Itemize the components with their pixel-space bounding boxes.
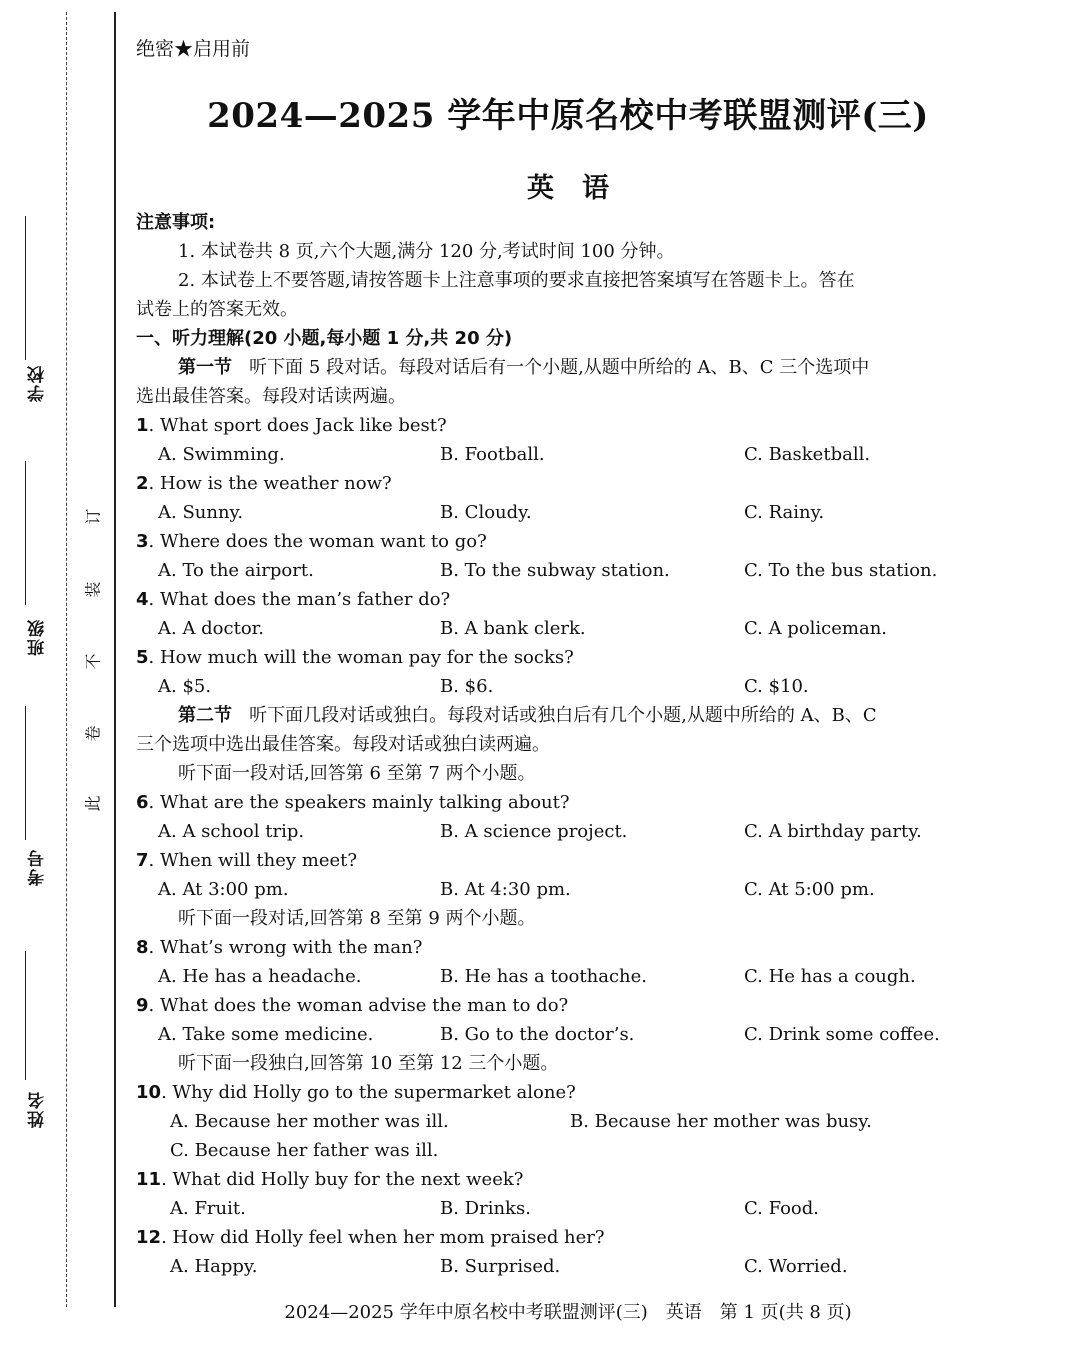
question-number: 12 — [136, 1227, 162, 1248]
option-b[interactable]: B. A science project. — [440, 821, 628, 842]
question-text: . Why did Holly go to the supermarket alone? — [161, 1082, 576, 1103]
question-text: . How is the weather now? — [148, 473, 392, 494]
question — [136, 1165, 1002, 1194]
listening-instruction: 听下面一段对话,回答第 8 至第 9 两个小题。 — [178, 908, 536, 929]
option-a[interactable]: A. Take some medicine. — [158, 1024, 374, 1045]
question-number: 7 — [136, 850, 149, 871]
class-field — [25, 618, 50, 656]
options-row — [136, 1252, 1002, 1281]
option-a[interactable]: A. To the airport. — [158, 560, 314, 581]
confidential-mark: 绝密★启用前 — [136, 38, 251, 60]
school-blank[interactable] — [25, 210, 26, 360]
option-b[interactable]: B. At 4:30 pm. — [440, 879, 571, 900]
options-row — [136, 1020, 1002, 1049]
option-c[interactable]: C. Worried. — [744, 1256, 848, 1277]
options-row — [136, 556, 1002, 585]
question-text: . What does the man’s father do? — [148, 589, 451, 610]
notice-heading: 注意事项: — [136, 212, 216, 233]
options-row — [136, 498, 1002, 527]
question-number: 8 — [136, 937, 149, 958]
question — [136, 585, 1002, 614]
exam-title: 2024—2025 学年中原名校中考联盟测评(三) — [207, 96, 929, 136]
name-field — [25, 1090, 50, 1128]
question-number: 1 — [136, 415, 149, 436]
binding-warning-char: 卷 — [83, 725, 103, 742]
option-c[interactable]: C. $10. — [744, 676, 809, 697]
question — [136, 788, 1002, 817]
notice-item-cont: 试卷上的答案无效。 — [136, 299, 298, 320]
question-text: . What does the woman advise the man to do? — [148, 995, 569, 1016]
option-b[interactable]: B. To the subway station. — [440, 560, 670, 581]
option-a[interactable]: A. Happy. — [170, 1256, 258, 1277]
section-instruction — [136, 701, 1002, 730]
class-label: 班级 — [28, 618, 48, 656]
question-text: . What did Holly buy for the next week? — [161, 1169, 524, 1190]
option-c[interactable]: C. Rainy. — [744, 502, 825, 523]
exam-number-blank[interactable] — [25, 700, 26, 840]
question-number: 9 — [136, 995, 149, 1016]
question — [136, 1223, 1002, 1252]
option-a[interactable]: A. Because her mother was ill. — [170, 1111, 449, 1132]
question-number: 4 — [136, 589, 149, 610]
option-c[interactable]: C. A policeman. — [744, 618, 888, 639]
options-row — [136, 817, 1002, 846]
options-row — [136, 1107, 1002, 1136]
binding-warning-char: 不 — [83, 653, 103, 670]
option-c[interactable]: C. To the bus station. — [744, 560, 938, 581]
question-number: 2 — [136, 473, 149, 494]
question-number: 10 — [136, 1082, 162, 1103]
options-row — [136, 962, 1002, 991]
option-b[interactable]: B. A bank clerk. — [440, 618, 586, 639]
option-c[interactable]: C. Basketball. — [744, 444, 871, 465]
question-number: 6 — [136, 792, 149, 813]
notice-item: 1. 本试卷共 8 页,六个大题,满分 120 分,考试时间 100 分钟。 — [178, 241, 675, 262]
subject-title: 英语 — [527, 173, 637, 204]
option-a[interactable]: A. A doctor. — [158, 618, 265, 639]
question-number: 11 — [136, 1169, 162, 1190]
binding-warning-char: 此 — [83, 795, 103, 812]
school-label: 学校 — [28, 364, 48, 402]
question-text: . What are the speakers mainly talking about? — [148, 792, 570, 813]
question-number: 3 — [136, 531, 149, 552]
question-text: . How did Holly feel when her mom praised her? — [161, 1227, 605, 1248]
option-a[interactable]: A. $5. — [158, 676, 212, 697]
exam-number-field — [25, 848, 50, 886]
school-field — [25, 364, 50, 402]
option-c[interactable]: C. Drink some coffee. — [744, 1024, 940, 1045]
question-text: . What’s wrong with the man? — [148, 937, 423, 958]
section-instruction-cont: 选出最佳答案。每段对话读两遍。 — [136, 386, 406, 407]
question-number: 5 — [136, 647, 149, 668]
binding-warning-char: 订 — [83, 508, 103, 525]
option-b[interactable]: B. Cloudy. — [440, 502, 532, 523]
options-row — [136, 440, 1002, 469]
option-c[interactable]: C. Food. — [744, 1198, 819, 1219]
options-row — [136, 1194, 1002, 1223]
option-b[interactable]: B. Football. — [440, 444, 545, 465]
class-blank[interactable] — [25, 455, 26, 605]
section-text: 听下面 5 段对话。每段对话后有一个小题,从题中所给的 A、B、C 三个选项中 — [249, 357, 870, 378]
option-b[interactable]: B. Because her mother was busy. — [570, 1111, 872, 1132]
section-instruction-cont: 三个选项中选出最佳答案。每段对话或独白读两遍。 — [136, 734, 550, 755]
section-text: 听下面几段对话或独白。每段对话或独白后有几个小题,从题中所给的 A、B、C — [249, 705, 877, 726]
option-a[interactable]: A. Fruit. — [170, 1198, 246, 1219]
section-label: 第一节 — [178, 357, 232, 378]
part-heading: 一、听力理解(20 小题,每小题 1 分,共 20 分) — [136, 328, 513, 349]
question — [136, 411, 1002, 440]
option-c[interactable]: C. At 5:00 pm. — [744, 879, 875, 900]
option-c[interactable]: C. He has a cough. — [744, 966, 916, 987]
options-row — [136, 672, 1002, 701]
question — [136, 469, 1002, 498]
options-row — [136, 875, 1002, 904]
option-a[interactable]: A. He has a headache. — [158, 966, 362, 987]
option-b[interactable]: B. Surprised. — [440, 1256, 561, 1277]
question-text: . When will they meet? — [148, 850, 358, 871]
exam-number-label: 考号 — [28, 848, 48, 886]
option-c[interactable]: C. A birthday party. — [744, 821, 922, 842]
option-a[interactable]: A. At 3:00 pm. — [158, 879, 289, 900]
section-instruction — [136, 353, 1002, 382]
option-b[interactable]: B. Go to the doctor’s. — [440, 1024, 635, 1045]
binding-line — [114, 12, 116, 1307]
question-text: . What sport does Jack like best? — [148, 415, 447, 436]
option-a[interactable]: A. A school trip. — [158, 821, 305, 842]
exam-content — [136, 208, 1002, 1281]
option-a[interactable]: A. Sunny. — [158, 502, 244, 523]
listening-instruction: 听下面一段独白,回答第 10 至第 12 三个小题。 — [178, 1053, 559, 1074]
page-footer: 2024—2025 学年中原名校中考联盟测评(三) 英语 第 1 页(共 8 页) — [284, 1302, 852, 1323]
question — [136, 933, 1002, 962]
name-label: 姓名 — [28, 1090, 48, 1128]
question — [136, 991, 1002, 1020]
listening-instruction: 听下面一段对话,回答第 6 至第 7 两个小题。 — [178, 763, 536, 784]
options-row — [136, 1136, 1002, 1165]
question — [136, 1078, 1002, 1107]
question-text: . How much will the woman pay for the socks? — [148, 647, 574, 668]
question — [136, 846, 1002, 875]
question — [136, 527, 1002, 556]
option-a[interactable]: A. Swimming. — [158, 444, 285, 465]
options-row — [136, 614, 1002, 643]
option-b[interactable]: B. $6. — [440, 676, 494, 697]
option-b[interactable]: B. He has a toothache. — [440, 966, 647, 987]
question — [136, 643, 1002, 672]
binding-warning-char: 装 — [83, 581, 103, 598]
name-blank[interactable] — [25, 945, 26, 1080]
notice-item: 2. 本试卷上不要答题,请按答题卡上注意事项的要求直接把答案填写在答题卡上。答在 — [178, 270, 855, 291]
option-c[interactable]: C. Because her father was ill. — [170, 1140, 439, 1161]
question-text: . Where does the woman want to go? — [148, 531, 487, 552]
cut-line — [66, 12, 67, 1307]
option-b[interactable]: B. Drinks. — [440, 1198, 531, 1219]
section-label: 第二节 — [178, 705, 232, 726]
